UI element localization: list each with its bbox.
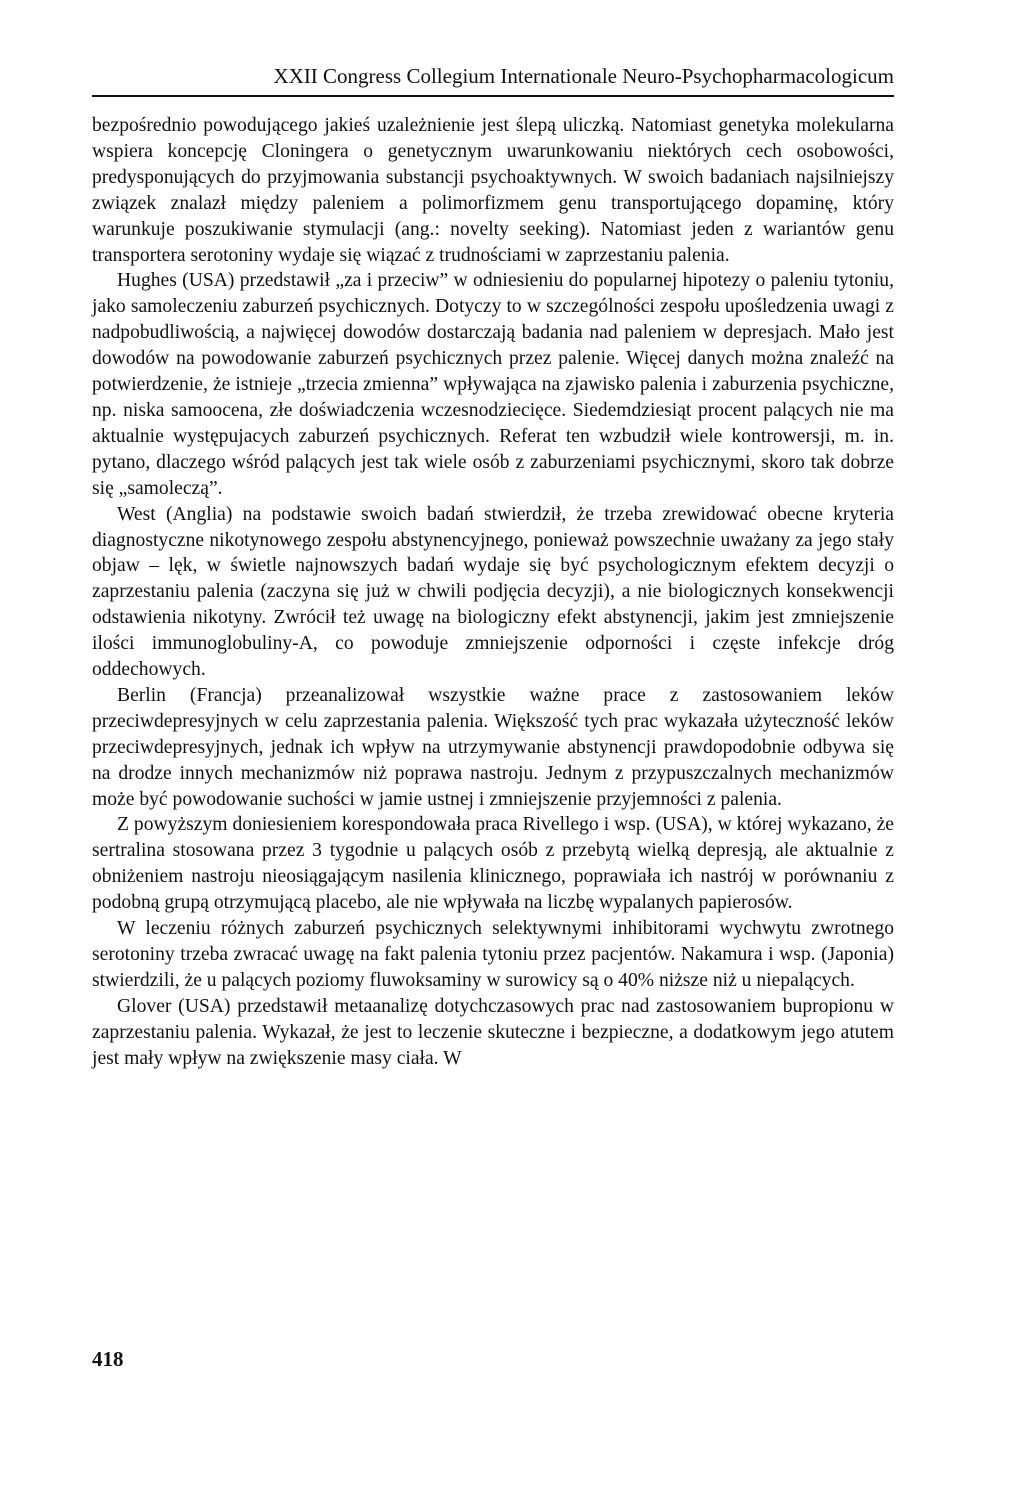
page-number: 418 (92, 1347, 124, 1371)
paragraph-4: Berlin (Francja) przeanalizował wszystkie ważne prace z zastosowaniem leków przeciwdepresyjnych w celu zaprzestania palenia. Większość tych prac wykazała użyteczność leków przeciwdepresyjnych, jednak ich wpływ na utrzymywanie abstynencji prawdopodobnie odbywa się na drodze innych mechanizmów niż poprawa nastroju. Jednym z przypuszczalnych mechanizmów może być powodowanie suchości w jamie ustnej i zmniejszenie przyjemności z palenia. (92, 684, 894, 810)
paragraph-6: W leczeniu różnych zaburzeń psychicznych selektywnymi inhibitorami wychwytu zwrotnego serotoniny trzeba zwracać uwagę na fakt palenia tytoniu przez pacjentów. Nakamura i wsp. (Japonia) stwierdzili, że u palących poziomy fluwoksaminy w surowicy są o 40% niższe niż u niepalących. (92, 918, 894, 991)
paragraph-3: West (Anglia) na podstawie swoich badań stwierdził, że trzeba zrewidować obecne kryteria diagnostyczne nikotynowego zespołu abstynencyjnego, ponieważ powszechnie uważany za jego stały objaw – lęk, w świetle najnowszych badań wydaje się być psychologicznym efektem decyzji o zaprzestaniu palenia (zaczyna się już w chwili podjęcia decyzji), a nie biologicznych konsekwencji odstawienia nikotyny. Zwrócił też uwagę na biologiczny efekt abstynencji, jakim jest zmniejszenie ilości immunoglobuliny-A, co powoduje zmniejszenie odporności i częste infekcje dróg oddechowych. (92, 503, 894, 681)
paragraph-7: Glover (USA) przedstawił metaanalizę dotychczasowych prac nad zastosowaniem bupropionu w zaprzestaniu palenia. Wykazał, że jest to leczenie skuteczne i bezpieczne, a dodatkowym jego atutem jest mały wpływ na zwiększenie masy ciała. W (92, 995, 894, 1069)
paragraph-2: Hughes (USA) przedstawił „za i przeciw” w odniesieniu do popularnej hipotezy o paleniu tytoniu, jako samoleczeniu zaburzeń psychicznych. Dotyczy to w szczególności zespołu upośledzenia uwagi z nadpobudliwością, a najwięcej dowodów dostarczają badania nad paleniem w depresjach. Mało jest dowodów na powodowanie zaburzeń psychicznych przez palenie. Więcej danych można znaleźć na potwierdzenie, że istnieje „trzecia zmienna” wpływająca na zjawisko palenia i zaburzenia psychiczne, np. niska samoocena, złe doświadczenia wczesnodziecięce. Siedemdziesiąt procent palących nie ma aktualnie występujacych zaburzeń psychicznych. Referat ten wzbudził wiele kontrowersji, m. in. pytano, dlaczego wśród palących jest tak wiele osób z zaburzeniami psychicznymi, skoro tak dobrze się „samoleczą”. (92, 270, 894, 499)
body-text (92, 113, 894, 1072)
running-header: XXII Congress Collegium Internationale Neuro-Psychopharmacologicum (92, 62, 894, 97)
paragraph-5: Z powyższym doniesieniem korespondowała praca Rivellego i wsp. (USA), w której wykazano, że sertralina stosowana przez 3 tygodnie u palących osób z przebytą wielką depresją, ale aktualnie z obniżeniem nastroju nieosiągającym nasilenia klinicznego, poprawiała ich nastrój w porównaniu z podobną grupą otrzymującą placebo, ale nie wpływała na liczbę wypalanych papierosów. (92, 814, 894, 914)
paragraph-1: bezpośrednio powodującego jakieś uzależnienie jest ślepą uliczką. Natomiast genetyka molekularna wspiera koncepcję Cloningera o genetycznym uwarunkowaniu niektórych cech osobowości, predysponujących do przyjmowania substancji psychoaktywnych. W swoich badaniach najsilniejszy związek znalazł między paleniem a polimorfizmem genu transportującego dopaminę, który warunkuje poszukiwanie stymulacji (ang.: novelty seeking). Natomiast jeden z wariantów genu transportera serotoniny wydaje się wiązać z trudnościami w zaprzestaniu palenia. (92, 115, 894, 266)
